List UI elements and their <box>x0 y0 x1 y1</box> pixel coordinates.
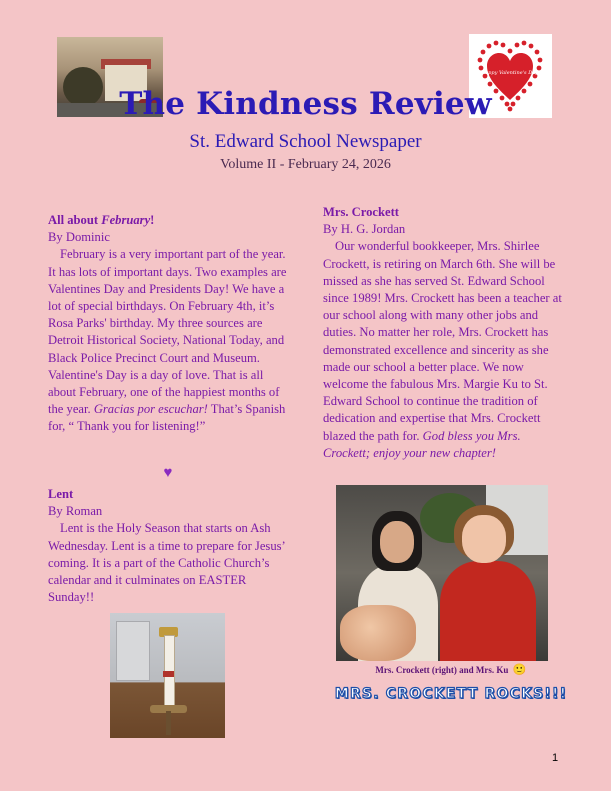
article-february <box>48 212 288 436</box>
crockett-ku-photo <box>336 485 548 661</box>
article-title: Lent <box>48 487 74 501</box>
valentine-card-text: happy Valentine's Day <box>481 70 539 76</box>
article-body: Lent is the Holy Season that starts on Ash Wednesday. Lent is a time to prepare for Jesus’ coming. It is a part of the Catholic Church’s calendar and it culminates on EASTER Sunday!! <box>48 521 285 605</box>
heart-divider-icon: ♥ <box>163 465 173 481</box>
article-title: Mrs. Crockett <box>323 205 399 219</box>
paschal-candle-photo <box>110 613 225 738</box>
crockett-rocks-banner: MRS. CROCKETT ROCKS!!! <box>334 686 568 702</box>
article-byline: By H. G. Jordan <box>323 222 406 237</box>
newspaper-title: The Kindness Review <box>119 86 492 122</box>
article-byline: By Roman <box>48 504 103 519</box>
page-number: 1 <box>552 752 559 764</box>
article-crockett <box>323 204 565 462</box>
smile-icon: 🙂 <box>512 664 527 676</box>
article-title: All about February! <box>48 213 155 227</box>
article-byline: By Dominic <box>48 230 110 245</box>
article-body: Our wonderful bookkeeper, Mrs. Shirlee Crockett, is retiring on March 6th. She will be missed as she has served St. Edward School since 1989! Mrs. Crockett has been a teacher at our school along with many other jobs and duties. No matter her role, Mrs. Crockett has demonstrated excellence and sincerity as she made our school a better place. We now welcome the fabulous Mrs. Margie Ku to St. Edward School to continue the tradition of dedication and expertise that Mrs. Crockett blazed the path for. God bless you Mrs. Crockett; enjoy your new chapter! <box>323 239 562 460</box>
volume-date: Volume II - February 24, 2026 <box>220 157 391 172</box>
article-body: February is a very important part of the year. It has lots of important days. Two examples are Valentines Day and Presidents Day! We have a lot of special birthdays. On February 4th, it’s Rosa Parks' birthday. My three sources are Detroit Historical Society, National Today, and Black Police Precinct Court and Museum. Valentine's Day is a day of love. That is all about February, one of the happiest months of the year. Gracias por escuchar! That’s Spanish for, “ Thank you for listening!” <box>48 247 287 434</box>
photo-caption: Mrs. Crockett (right) and Mrs. Ku 🙂 <box>375 664 527 676</box>
newspaper-subtitle: St. Edward School Newspaper <box>189 131 422 152</box>
article-lent <box>48 486 288 606</box>
